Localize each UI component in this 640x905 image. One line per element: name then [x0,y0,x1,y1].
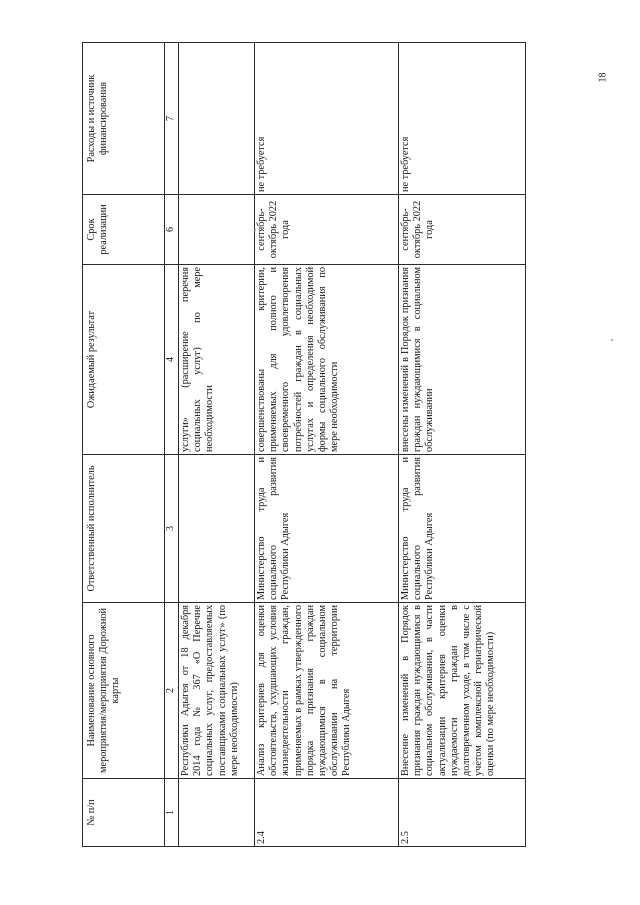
row-result: внесены изменений в Порядок признания граждан нуждающимися в социальном обслуживании [399,265,526,455]
column-number: 4 [165,265,179,455]
page-number: 18 [597,72,609,83]
row-term: сентябрь-октябрь 2022 года [255,195,399,265]
header-financing: Расходы и источник финансирования [83,43,165,195]
column-number: 7 [165,43,179,195]
row-executor [179,455,255,603]
table-row [179,43,255,847]
row-term [179,195,255,265]
column-number: 1 [165,779,179,847]
row-financing: не требуется [399,43,526,195]
roadmap-table-container [82,43,526,847]
row-name: Анализ критериев для оценки обстоятельств, ухудшающих условия жизнедеятельности граждан, применяемых в рамках утвержденного порядка признания граждан нуждающимися в социальном обслуживании на территории Республики Адыгея [255,603,399,779]
header-executor: Ответственный исполнитель [83,455,165,603]
column-number: 2 [165,603,179,779]
row-num: 2.5 [399,779,526,847]
row-executor: Министерство труда и социального развития Республики Адыгея [399,455,526,603]
scan-speck [254,229,256,231]
header-term: Срок реализации [83,195,165,265]
row-num: 2.4 [255,779,399,847]
roadmap-table [82,42,526,847]
table-row [255,43,399,847]
header-result: Ожидаемый результат [83,265,165,455]
column-numbers-row [165,43,179,847]
row-financing [179,43,255,195]
header-name: Наименование основного мероприятия/мероприятия Дорожной карты [83,603,165,779]
row-term: сентябрь-октябрь 2022 года [399,195,526,265]
row-result: совершенствованы критерии, применяемых для полного и своевременного удовлетворения потребностей граждан в социальных услугах и определения необходимой формы социального обслуживания по мере необходимости [255,265,399,455]
scan-speck [611,339,613,341]
row-num [179,779,255,847]
row-financing: не требуется [255,43,399,195]
row-name: Республики Адыгея от 18 декабря 2014 года № 367 «О Перечне социальных услуг, предоставляемых поставщиками социальных услуг» (по мере необходимости) [179,603,255,779]
table-header-row [83,43,165,847]
row-executor: Министерство труда и социального развития Республики Адыгея [255,455,399,603]
header-num: № п/п [83,779,165,847]
column-number: 6 [165,195,179,265]
column-number: 3 [165,455,179,603]
row-name: Внесение изменений в Порядок признания граждан нуждающимися в социальном обслуживании, в части актуализации критериев оценки нуждаемости граждан в долговременном уходе, в том числе с учетом комплексной гериатрической оценки (по мере необходимости) [399,603,526,779]
row-result: услуги» (расширение перечня социальных услуг) по мере необходимости [179,265,255,455]
table-row [399,43,526,847]
